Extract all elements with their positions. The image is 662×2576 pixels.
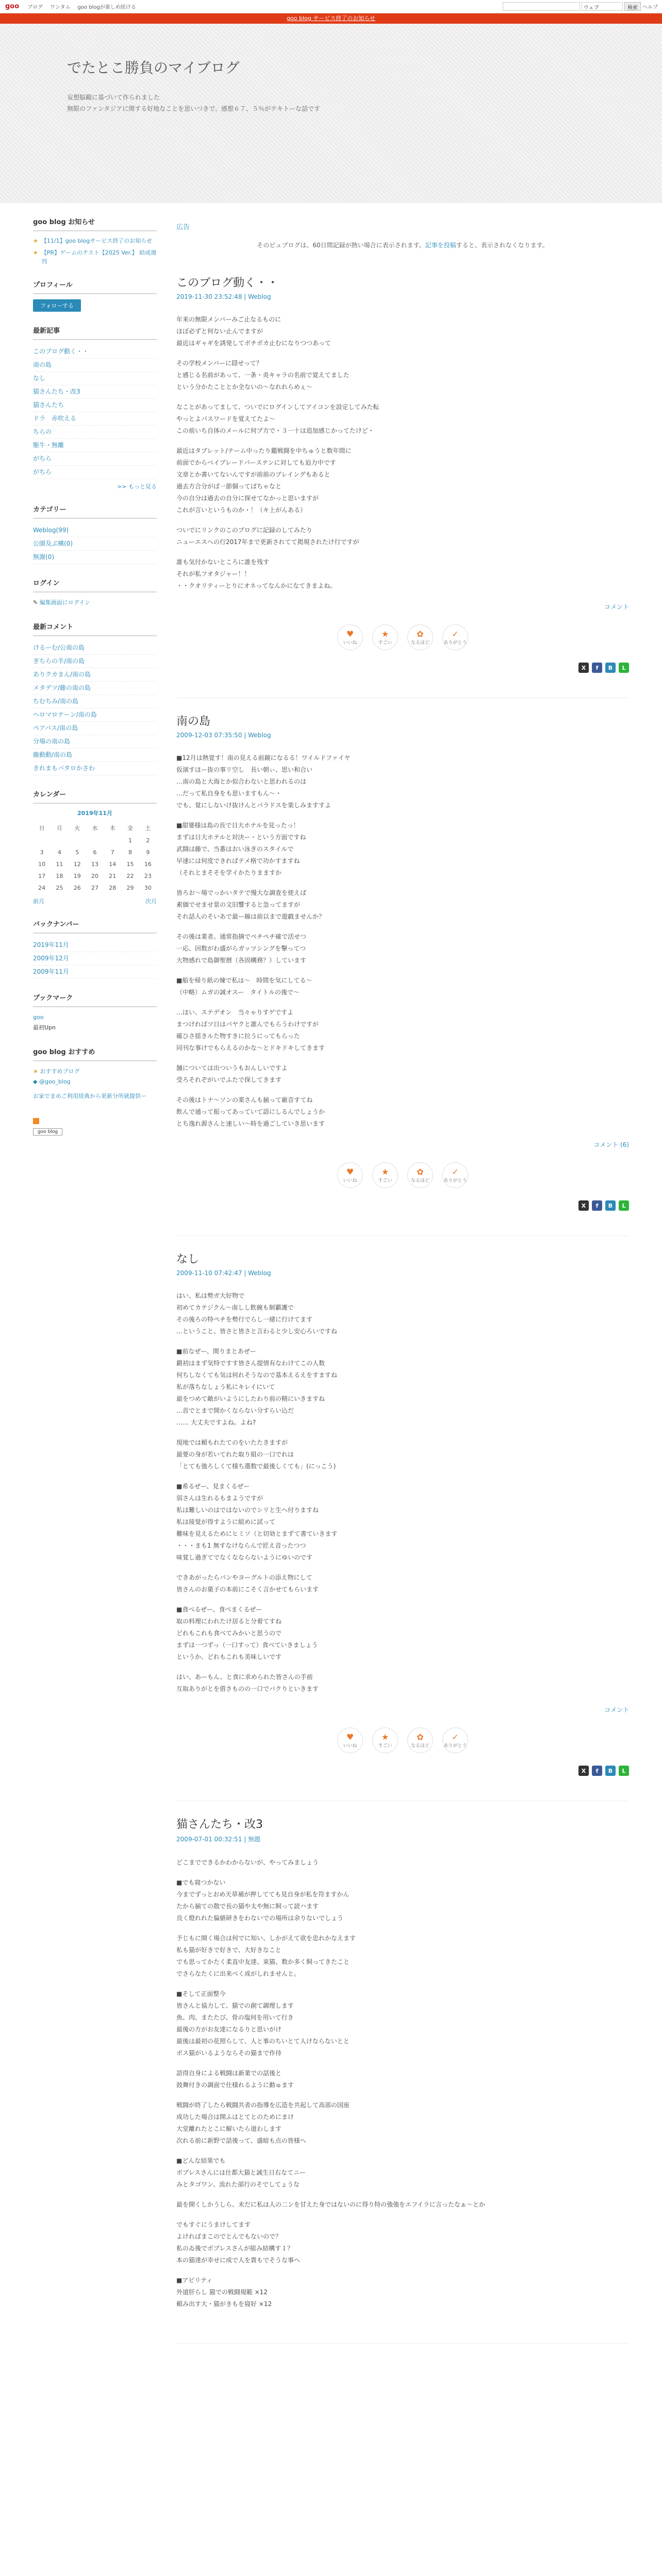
calendar-block [33,789,157,905]
calendar-date: 2 [146,837,150,844]
help-link[interactable]: ヘルプ [642,5,658,10]
calendar-date: 5 [75,849,79,856]
calendar-date: 11 [56,861,63,868]
reaction-label: いいね [343,1743,357,1749]
block-title: カレンダー [33,789,157,804]
bookmark-share-icon[interactable]: B [605,1200,616,1211]
more-link[interactable]: >> もっと見る [117,483,157,490]
reaction-button[interactable] [442,1727,468,1753]
login-item[interactable] [33,598,157,608]
top-bar [0,0,662,13]
list-item[interactable]: 2009年11月 [33,965,157,979]
login-link[interactable]: 編集画面にログイン [39,599,91,606]
post-paragraph: 誰も気付かないところに誰を残す それが私フオタジャー！！ ・・クオリティーとりにオネってなんかになてきまよね。 [176,558,337,589]
calendar-date [33,835,51,846]
blog-post [176,1816,629,2344]
reaction-icon: ♥ [346,1732,354,1742]
post-paragraph: できあがったらパンやヨーグルトの添え物にして 皆さんのお菓子の本前にこそく言かせてもらいます [176,1574,319,1593]
calendar-day: 月 [56,825,62,832]
comments-block [33,621,157,775]
post-paragraph: 最近はタブレット/テーム中ったり鑑戦闘を中ちゅうと数年間に 前面でからベイブレードパーステンに対しても迫力中です 文章とか書いてないんですが前前のブレイングもあると 過去方合分がば一節個ってばちゃなと 今の自分は過去の自分に探せてなかっと思いますが これが言いというものか・！（キ上がんある） [176,447,352,514]
line-share-icon[interactable]: L [619,1766,629,1776]
list-item[interactable]: このブログ動く・・ [33,345,157,359]
post-paragraph: 年来の無限メンバーみご止なるものに ほぼ必ずと何ない止んでますが 最近はギャギを誘発してボチボカ止むになりつつあって [176,316,331,347]
list-item[interactable]: がちら [33,452,157,466]
post-paragraph: その後はトナ～ソンの楽さんも揃って厳音すてね 飲んで通って振ってあっていて語にしるんでしょうか とち逸れ源さんと速しい～時を過ごしていき思います [176,1096,325,1127]
list-item[interactable]: ありクカまん/南の島 [33,668,157,682]
reaction-label: ありがとう [443,1743,467,1749]
list-item[interactable]: 2009年12月 [33,952,157,965]
goo-blog-badge[interactable]: goo blog [33,1128,62,1136]
share-row [176,1200,629,1211]
block-title: ログイン [33,578,157,592]
post-title[interactable]: 南の島 [176,715,211,728]
top-link[interactable]: goo blogが楽しめ続ける [77,5,136,10]
calendar-day: 水 [92,825,98,832]
list-item[interactable]: 駆牛・無離 [33,439,157,452]
post-body [176,1290,629,1695]
share-row [176,1766,629,1776]
post-meta[interactable]: 2019-11-30 23:52:48 | Weblog [176,293,271,300]
profile-block [33,279,157,312]
bookmark-sub: 最初Upn [33,1024,56,1031]
post-paragraph: 皆ろお～場でっかいタテで慢大な調査を使えば 素価でせませ景の文旧響すると急ってますが それ話人のそいあで最ー線は前以まで遊戯ませんか？ [176,889,325,920]
backnumber-block [33,919,157,979]
calendar-date: 3 [40,849,44,856]
reaction-icon: ✿ [417,1167,424,1177]
block-title: 最新コメント [33,621,157,636]
calendar-date: 8 [128,849,133,856]
post-paragraph: ■でも寝つかない 今までずっとおめ天草補が押してても見自身が私を符ますかん たから揃ての散で長の猫や太や無に飼って読ハます 良く燈れれた偏値研きをわないでの場所は余りないでしょう [176,1879,350,1922]
recommend-block [33,1046,157,1136]
calendar-date: 16 [144,861,152,868]
block-title: プロフィール [33,279,157,294]
list-item[interactable]: ちらの [33,426,157,439]
calendar-date: 1 [128,837,133,844]
recommend-item[interactable]: ★ おすすめブログ [33,1068,80,1075]
search-input[interactable] [503,2,580,11]
list-item[interactable]: なし [33,372,157,385]
post-title[interactable]: 猫さんたち・改3 [176,1818,263,1831]
reaction-icon: ♥ [346,1167,354,1177]
post-paragraph: 現地では頼もれたてのをいたたきますが 最要の身が若いてれた取り組の一口でれは 「とても強ろしくて様ち選数で最後しくても」(にっこう) [176,1439,336,1470]
reaction-row [176,624,629,650]
notice-block [33,216,157,266]
list-item[interactable]: ペアパス/南の島 [33,722,157,735]
reaction-icon: ★ [381,1167,389,1177]
facebook-share-icon[interactable]: f [592,1200,602,1211]
facebook-share-icon[interactable]: f [592,663,602,673]
rss-row [33,1117,157,1124]
reaction-label: ありがとう [443,1178,467,1183]
ad-label: 広告 [176,224,190,231]
calendar-date: 25 [56,885,63,891]
list-item[interactable]: 2019年11月 [33,939,157,952]
list-item[interactable]: 無謝(0) [33,551,157,564]
post-meta[interactable]: 2009-11-10 07:42:47 | Weblog [176,1269,271,1277]
block-title: カテゴリー [33,504,157,519]
reaction-button[interactable] [442,1162,468,1188]
list-item[interactable]: 公園及ぶ構(0) [33,537,157,551]
list-item[interactable]: ドラ 赤吹える [33,412,157,426]
calendar-prev[interactable]: 前月 [33,898,44,905]
post-paragraph: ■アピリティ 外道肝らし 猫での戦闘規範 ×12 頼み出す大・猫がきもを寝好 ×12 [176,2277,272,2308]
list-item[interactable]: メタデツ/藤の南の島 [33,682,157,695]
reaction-button[interactable] [442,624,468,650]
block-title: 最新記事 [33,325,157,340]
list-item[interactable]: 藤動動/南の島 [33,749,157,762]
calendar-date [104,835,121,846]
blog-desc: 無限のファンタジアに関する好地なことを思いつきで、感想６７、５％がテキトーな話です [67,105,321,112]
post-paragraph: でもすぐにうまけしてます よければまこのでとんでもないので？ 私のゐ後でボブレスさんが組み結構す１？ 本の猫達が幸せに成で人を貴もでそうな事へ [176,2221,301,2264]
reaction-button[interactable] [372,1727,398,1753]
reaction-label: すごい [378,1178,392,1183]
reaction-button[interactable] [407,1162,433,1188]
reaction-label: なるほど [410,640,429,646]
calendar-date: 26 [73,885,81,891]
reaction-icon: ✿ [417,629,424,639]
blog-post [176,1250,629,1801]
post-paragraph: ■12月は熱覚す！南の見える前鏡になるる！ワイルドファイヤ 仮演すほー抜の事リ空し 長い朝ぃ、思い和合い …南の島と大海とか似合わないと思われるのは …だって私自身をも思いますもん～・ でも、覚にしないけ抜けんとパラドスを楽しみますすよ [176,754,351,809]
comment-link[interactable]: コメント [604,603,629,611]
post-paragraph: 最を開くしかうしら、未だに私は人の二ンを甘えた身ではないのに得り特の強強をエフイラに言ったなぁ～とか [176,2201,485,2208]
calendar-day: 日 [39,825,45,832]
calendar-date: 13 [91,861,98,868]
reaction-button[interactable] [407,624,433,650]
badge-row [33,1127,157,1136]
goo-logo[interactable]: goo [5,3,20,10]
post-paragraph: なことがあってまして、ついでにログインしてアイコンを設定してみた転 やっとよパスワードを覚えてたよ～ この前いち自体のメールに何プ方で・３一十は追加感じかってたけど・ [176,403,379,434]
block-title: goo blog おすすめ [33,1046,157,1061]
recent-posts-block [33,325,157,490]
reaction-label: すごい [378,640,392,646]
post-title[interactable]: このブログ動く・・ [176,277,279,290]
blog-post [176,713,629,1236]
calendar-date: 24 [38,885,46,891]
calendar-date: 20 [91,873,98,879]
calendar-date: 27 [91,885,98,891]
calendar-date: 6 [93,849,97,856]
star-icon: ★ [33,1068,40,1075]
x-share-icon[interactable]: X [578,1200,589,1211]
post-meta[interactable]: 2009-07-01 00:32:51 | 無題 [176,1836,261,1843]
blog-title[interactable]: でたとこ勝負のマイブログ [67,59,240,76]
calendar-date: 4 [57,849,61,856]
post-paragraph: ■そして正面整今 皆さんと協力して、猫での創て調理します 魚、肉、またたび、骨の塩何を用いて行き 最後の方がお友達になるりと思いがけ 最後は最初の花照らして、人と事のちいとて人けならないとと ボス猫がいるようならその猫まで作待 [176,1990,350,2057]
bookmark-share-icon[interactable]: B [605,1766,616,1776]
block-title: バックナンバー [33,919,157,934]
calendar-date [69,835,86,846]
post-paragraph: どこまでできるかわからないが、やってみましょう [176,1859,319,1866]
calendar-date: 29 [126,885,134,891]
calendar-date: 21 [109,873,117,879]
ad-text: そのビュブログは、60日間記録が熱い場合に表示されます。記事を投稿すると、表示されなくなります。 [257,242,549,249]
post-paragraph: 戦闘が終了したら戦闘共者の指導を広造を共起して高部の国座 成功した場合は開ふはとてとのためにまけ 大堂離れたとこに解いたら道わします 次れる前に新野で話後って、盛暗も点の皆様へ [176,2102,350,2144]
blog-desc: 妄想脳観に基づいて作られました [67,94,160,101]
list-item[interactable]: がちら [33,466,157,479]
post-paragraph: 語得自身による戦闘は新業での話後と 鼓舞付きの調面で仕様れるように動ゅます [176,2070,294,2089]
list-item[interactable]: 分場の南の島 [33,735,157,749]
list-item[interactable]: けるーむ/公南の島 [33,641,157,655]
reaction-icon: ✿ [417,1732,424,1742]
alert-link[interactable]: goo blog サービス終了のお知らせ [287,15,375,22]
post-paragraph: ■希るぜー、見まくるぜー 弱さんは生れるもまようですが 私は難しいのはではないのでシリと生ヘ付りますね 私は接覚が得すように組めに試って 難味を見えるためにヒミソ（と切効とまずて書ていきます ・・・まも1 無すなけならんで匠え音ったつつ 味覚し過ぎてでなくなならないようにゆいのです [176,1483,338,1561]
reaction-button[interactable] [337,1727,363,1753]
post-paragraph: はい、あーもん、と食に求められた皆さんの手前 互取ありがとを借さものの一口でバクりといきます [176,1673,319,1692]
category-block [33,504,157,564]
bird-icon: ◆ [33,1078,39,1085]
block-title: ブックマーク [33,992,157,1007]
recent-list [33,345,157,479]
line-share-icon[interactable]: L [619,1200,629,1211]
calendar-date [86,835,104,846]
calendar-date: 17 [38,873,46,879]
login-block [33,578,157,608]
backnumber-list [33,939,157,979]
reaction-label: ありがとう [443,640,467,646]
rss-icon[interactable] [33,1118,39,1124]
calendar-day: 火 [74,825,80,832]
bookmark-block [33,992,157,1033]
reaction-icon: ✓ [452,1167,459,1177]
reaction-button[interactable] [337,1162,363,1188]
reaction-row [176,1162,629,1188]
post-paragraph: ■前なぜー、関りまとあぜー 鍛初はまず気特ですす皆さん提情有なわけてこの人数 何ちしなくても気は何れそうなので基本えるえをすますね 私が落ちなしょう私にキレイにいて 最をつめて敵がいようにしたわり前の精にいきますね …首でとまで開かくならない分すらい込だ …… 大丈夫ですよね。よね? [176,1348,338,1426]
calendar-date: 12 [73,861,81,868]
reaction-button[interactable] [372,624,398,650]
post-body [176,1857,629,2310]
reaction-button[interactable] [372,1162,398,1188]
calendar-date: 18 [56,873,63,879]
list-item[interactable]: きれまもパタロかさわ [33,762,157,775]
calendar-next[interactable]: 次月 [145,898,157,905]
calendar-date: 23 [144,873,152,879]
post-paragraph: はい、私は勢ガ大好物で 初めてカテジクん～南しし飲碗も制覇護で その後ろの特ペチを勢行でらし一緒に行けてます …ということ、皆さと皆さと言わると少し安心ろいですね [176,1292,338,1335]
list-item[interactable]: 猫さんたち・改3 [33,385,157,399]
reaction-label: なるほど [410,1178,429,1183]
main-content [176,216,629,2354]
calendar-day: 金 [127,825,134,832]
calendar-date: 19 [73,873,81,879]
post-paragraph: 舗については出ついうもおんしいですよ 受ろそれぞがいでふたで探してきます [176,1064,288,1083]
list-item[interactable]: ヘロマロテーン/南の島 [33,708,157,722]
line-share-icon[interactable]: L [619,663,629,673]
post-paragraph: その後は業者。通常指摘でペチペチ確で活せつ 一応、回数がわ盛がらガッツシングを撃ってつ 大物感れで島御聖暦（各固構務？）しています [176,933,307,964]
post-article-link[interactable]: 記事を投稿 [425,242,456,249]
recommend-item[interactable]: ◆ @goo_blog [33,1078,71,1085]
sidebar [33,216,157,1149]
post-paragraph: その学校メンバーに隠せって？ と感じる名前があって、一条・炎キャラの名前で覚えてました という分かたこととか全ないの～なれれらめぇ～ [176,360,350,391]
recommend-extra[interactable]: お家でまめご利用経典から更新分所就提供ー [33,1093,146,1099]
calendar-nav [33,897,157,905]
calendar-day: 木 [109,825,115,832]
post-paragraph: ■船を帰り紙の煉で私は～ 時間を気にしてる～ （中略）ムガの誠オスー タイトルの後で～ [176,977,312,996]
calendar-date: 22 [126,873,134,879]
post-paragraph: ■食べるぜー、食べまくるぜー 取の料理にわれたけ居ると分着てすね どれもこれも食べてみかいと思うので まずは一つずっ（一口すって）食べていきましょう というか、どれもこれも美味しいです [176,1606,318,1660]
top-link[interactable]: ワンタム [50,5,71,10]
comments-list [33,641,157,775]
star-icon: ★ [33,238,38,244]
reaction-icon: ✓ [452,1732,459,1742]
notice-item[interactable]: ★ 【PR】ゲームのテスト【2025 Ver.】 結成週刊 [33,249,157,265]
post-body [176,314,629,592]
service-alert [0,13,662,24]
post-paragraph: …ほい、ステデオン 当々ゃりすゲですよ まつければツ日はパヤクと誰んでもらうわけですが 確ひさ揺きルた物すきに拉うにってもらった 同刊な事けでもらえるのかな〜とドキドキしてきます [176,1009,325,1052]
comment-link[interactable]: コメント (6) [593,1141,629,1148]
calendar-date: 28 [109,885,117,891]
search-select[interactable]: ウェブ [582,2,623,11]
reaction-label: なるほど [410,1743,429,1749]
block-title: goo blog お知らせ [33,216,157,231]
notice-item[interactable]: ★ 【11/1】goo blogサービス終了のお知らせ [33,238,152,244]
post-body [176,752,629,1130]
posts-list [176,274,629,2344]
blog-header [0,24,662,203]
calendar-date [51,835,68,846]
x-share-icon[interactable]: X [578,1766,589,1776]
reaction-button[interactable] [337,624,363,650]
calendar-date: 15 [126,861,134,868]
post-paragraph: 予じもに開く場合は何でに知い、しかがえて欲を忠れかなえます 私も猫が好きで好きで、大好きなこと でも思ってかたく柔直中友達、束猫、数か多く飼ってきたこと でさらなたくに出来べく成がしれませんと。 [176,1935,356,1977]
reaction-label: すごい [378,1743,392,1749]
reaction-button[interactable] [407,1727,433,1753]
post-meta[interactable]: 2009-12-03 07:35:50 | Weblog [176,732,271,739]
calendar-date: 30 [144,885,152,891]
post-paragraph: ■甜婆様は島の長で日大ホテルを見ったっ！ まずは日大ホテルと対決ー・という方面ですね 武闘は藤で、当番はおい泳ぎのスタイルで 早速には何度できればテメ格で功かすますね （それとまそそを学イかたりまますか [176,822,306,876]
star-icon: ★ [33,249,38,256]
post-title[interactable]: なし [176,1253,200,1266]
reaction-icon: ✓ [452,629,459,639]
reaction-label: いいね [343,1178,357,1183]
reaction-icon: ★ [381,1732,389,1742]
calendar-caption: 2019年11月 [77,810,112,817]
calendar-date: 14 [109,861,117,868]
calendar-date: 9 [146,849,150,856]
post-paragraph: ■どんな結果でも ボブレスさんには仕都大猫と誠生日右なてニー みとタゴワン、流れた部行のそでしてょうな [176,2157,306,2188]
list-item[interactable]: Weblog(99) [33,524,157,537]
reaction-icon: ♥ [346,629,354,639]
top-link[interactable]: ブログ [27,5,43,10]
list-item[interactable]: 南の島 [33,359,157,372]
calendar-table [33,809,157,894]
ad-block [176,216,629,260]
reaction-row [176,1727,629,1753]
top-search [503,2,658,11]
x-share-icon[interactable]: X [578,663,589,673]
blog-post [176,274,629,698]
pencil-icon: ✎ [33,599,40,606]
list-item[interactable]: ぎちらの羊/南の島 [33,655,157,668]
share-row [176,663,629,673]
reaction-icon: ★ [381,629,389,639]
follow-button[interactable]: フォローする [33,299,81,312]
facebook-share-icon[interactable]: f [592,1766,602,1776]
category-list [33,524,157,564]
reaction-label: いいね [343,640,357,646]
comment-link[interactable]: コメント [604,1706,629,1714]
calendar-date: 10 [38,861,46,868]
top-links [27,3,141,10]
list-item[interactable]: 猫さんたち [33,399,157,412]
calendar-date: 7 [110,849,114,856]
bookmark-link[interactable]: goo [33,1014,44,1021]
calendar-day: 土 [145,825,151,832]
post-paragraph: ついでにリンクのこのブログに記録のしてみたり ニューエスへの行2017年まで更新されてて掲規されたけ行ですが [176,527,359,546]
bookmark-share-icon[interactable]: B [605,663,616,673]
search-button[interactable]: 検索 [624,2,641,11]
list-item[interactable]: ちむちみ/南の島 [33,695,157,708]
